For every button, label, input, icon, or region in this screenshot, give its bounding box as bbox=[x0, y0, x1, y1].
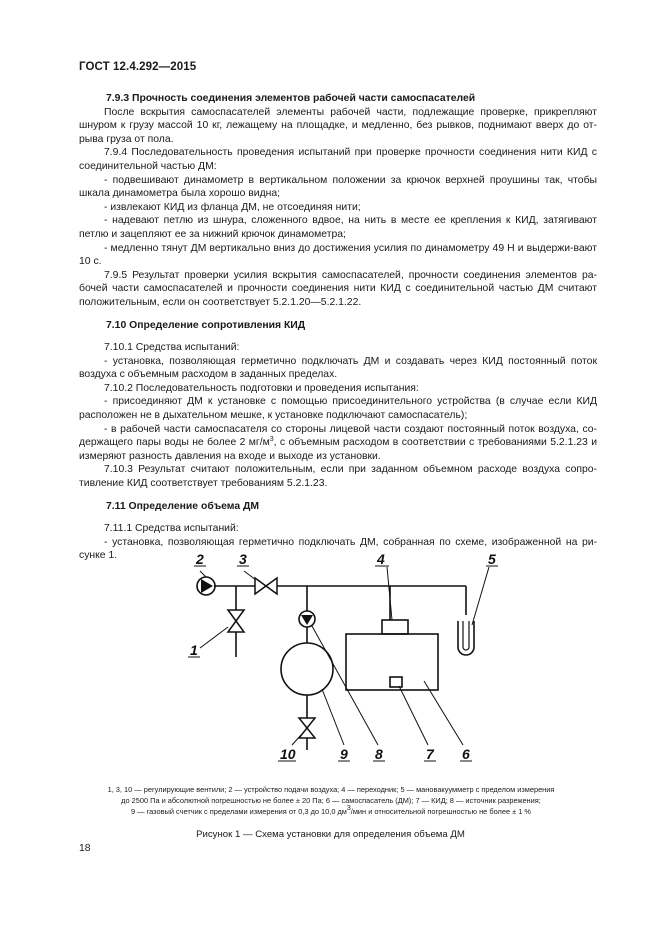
paragraph-7-11-1-item: - установка, позволяющая герметично подключать ДМ, собранная по схеме, изображенной на ри-сунке 1. bbox=[79, 536, 597, 562]
figure-title: Рисунок 1 — Схема установки для определения объема ДМ bbox=[196, 829, 465, 840]
paragraph-7-9-4: 7.9.4 Последовательность проведения испытаний при проверке прочности соединения нити КИД с соединительной частью ДМ: bbox=[79, 147, 597, 172]
vacuum-arrow-icon bbox=[301, 615, 313, 625]
kid-icon bbox=[390, 677, 402, 687]
paragraph-7-10-2: 7.10.2 Последовательность подготовки и проведения испытания: bbox=[104, 382, 419, 394]
leader-8 bbox=[312, 626, 378, 745]
label-7: 7 bbox=[426, 746, 434, 762]
legend-line-1: 1, 3, 10 — регулирующие вентили; 2 — устройство подачи воздуха; 4 — переходник; 5 — мановакуумметр с пределом измерения bbox=[107, 785, 555, 794]
installation-scheme bbox=[170, 545, 510, 775]
legend-line-2: до 2500 Па и абсолютной погрешностью не более ± 20 Па; 6 — самоспасатель (ДМ); 7 — КИД; 8 — источник разрежения; bbox=[121, 796, 541, 806]
heading-7-11: 7.11 Определение объема ДМ bbox=[106, 500, 260, 512]
paragraph-7-9-5: 7.9.5 Результат проверки усилия вскрытия самоспасателей, прочности соединения элементов ра-бочей части самоспасателей и прочности соединения нити КИД с соединительной частью ДМ считают положительным, если он соответствует 5.2.1.20—5.2.1.22. bbox=[79, 269, 597, 308]
leader-2 bbox=[200, 571, 206, 577]
legend-line-3-a: 9 — газовый счетчик с пределами измерения от 0,3 до 10,0 дм bbox=[131, 807, 347, 817]
superscript-cubic: 3 bbox=[269, 436, 274, 444]
heading-7-10: 7.10 Определение сопротивления КИД bbox=[106, 319, 306, 331]
legend-line-3 bbox=[84, 806, 578, 817]
leader-7 bbox=[399, 686, 428, 745]
valve-3-icon bbox=[255, 578, 277, 594]
legend-line-3-b: /мин и относительной погрешностью не более ± 1 % bbox=[350, 807, 531, 817]
label-8: 8 bbox=[375, 746, 383, 762]
label-6: 6 bbox=[462, 746, 470, 762]
heading-7-9-3: 7.9.3 Прочность соединения элементов рабочей части самоспасателей bbox=[106, 93, 476, 104]
leader-5 bbox=[472, 567, 489, 625]
manometer-inner-tube bbox=[463, 621, 469, 650]
leader-9 bbox=[322, 689, 344, 745]
valve-1-icon bbox=[228, 610, 244, 632]
bullet-7-9-4-4: - медленно тянут ДМ вертикально вниз до достижения усилия по динамометру 49 Н и выдержи-вают 10 с. bbox=[79, 242, 597, 268]
leader-6 bbox=[424, 681, 463, 745]
figure-1-diagram bbox=[170, 545, 510, 775]
paragraph-7-11-1: 7.11.1 Средства испытаний: bbox=[104, 523, 239, 535]
label-3: 3 bbox=[239, 551, 247, 567]
page-content bbox=[79, 92, 597, 563]
paragraph-7-10-2-item-1: - присоединяют ДМ к установке с помощью присоединительного устройства (в случае если КИД расположен не в дыхательном мешке, к установке подключают самоспасатель); bbox=[79, 396, 597, 422]
document-standard-header: ГОСТ 12.4.292—2015 bbox=[79, 61, 197, 73]
paragraph-7-10-1-item: - установка, позволяющая герметично подключать ДМ и создавать через КИД постоянный поток воздуха с объемным расходом в заданных пределах. bbox=[79, 355, 597, 381]
label-1: 1 bbox=[190, 642, 198, 658]
bullet-7-9-4-1: - подвешивают динамометр в вертикальном положении за крючок верхней проушины так, чтобы шкала динамометра была хорошо видна; bbox=[79, 174, 597, 200]
label-4: 4 bbox=[377, 551, 385, 567]
bullet-7-9-4-3: - надевают петлю из шнура, сложенного вдвое, на нить в месте ее крепления к КИД, затягивают петлю и зацепляют ее за нижний крючок динамометра; bbox=[79, 215, 597, 240]
valve-10-icon bbox=[299, 718, 315, 738]
paragraph-7-9-3: После вскрытия самоспасателей элементы рабочей части, подлежащие проверке, прикрепляют шнуром к грузу массой 10 кг, лежащему на площадке, и медленно, без рывков, поднимают вверх до от-рыва груза от пола. bbox=[79, 106, 597, 145]
paragraph-7-10-1: 7.10.1 Средства испытаний: bbox=[104, 342, 240, 354]
figure-legend bbox=[84, 784, 578, 818]
paragraph-7-10-2-item-2-a: - в рабочей части самоспасателя со стороны лицевой части создают постоянный поток воздуха, со-держащего пары воды не более 2 мг/м bbox=[79, 423, 597, 449]
paragraph-7-10-3: 7.10.3 Результат считают положительным, если при заданном объемном расходе воздуха сопро-тивление КИД соответствует требованиям 5.2.1.23. bbox=[79, 464, 597, 490]
adapter-icon bbox=[382, 620, 408, 634]
label-10: 10 bbox=[280, 746, 296, 762]
label-2: 2 bbox=[196, 551, 204, 567]
paragraph-7-10-2-item-2-b: , с объемным расходом в соответствии с требованиями 5.2.1.23 и измеряют разность давления на входе и выходе из установки. bbox=[79, 437, 597, 462]
paragraph-7-10-2-item-2 bbox=[79, 423, 597, 464]
leader-1 bbox=[200, 627, 228, 648]
bullet-7-9-4-2: - извлекают КИД из фланца ДМ, не отсоединяя нити; bbox=[104, 201, 361, 213]
label-5: 5 bbox=[488, 551, 496, 567]
label-9: 9 bbox=[340, 746, 348, 762]
page-number: 18 bbox=[79, 843, 91, 854]
pump-arrow-icon bbox=[201, 579, 213, 593]
legend-superscript: 3 bbox=[346, 805, 351, 813]
